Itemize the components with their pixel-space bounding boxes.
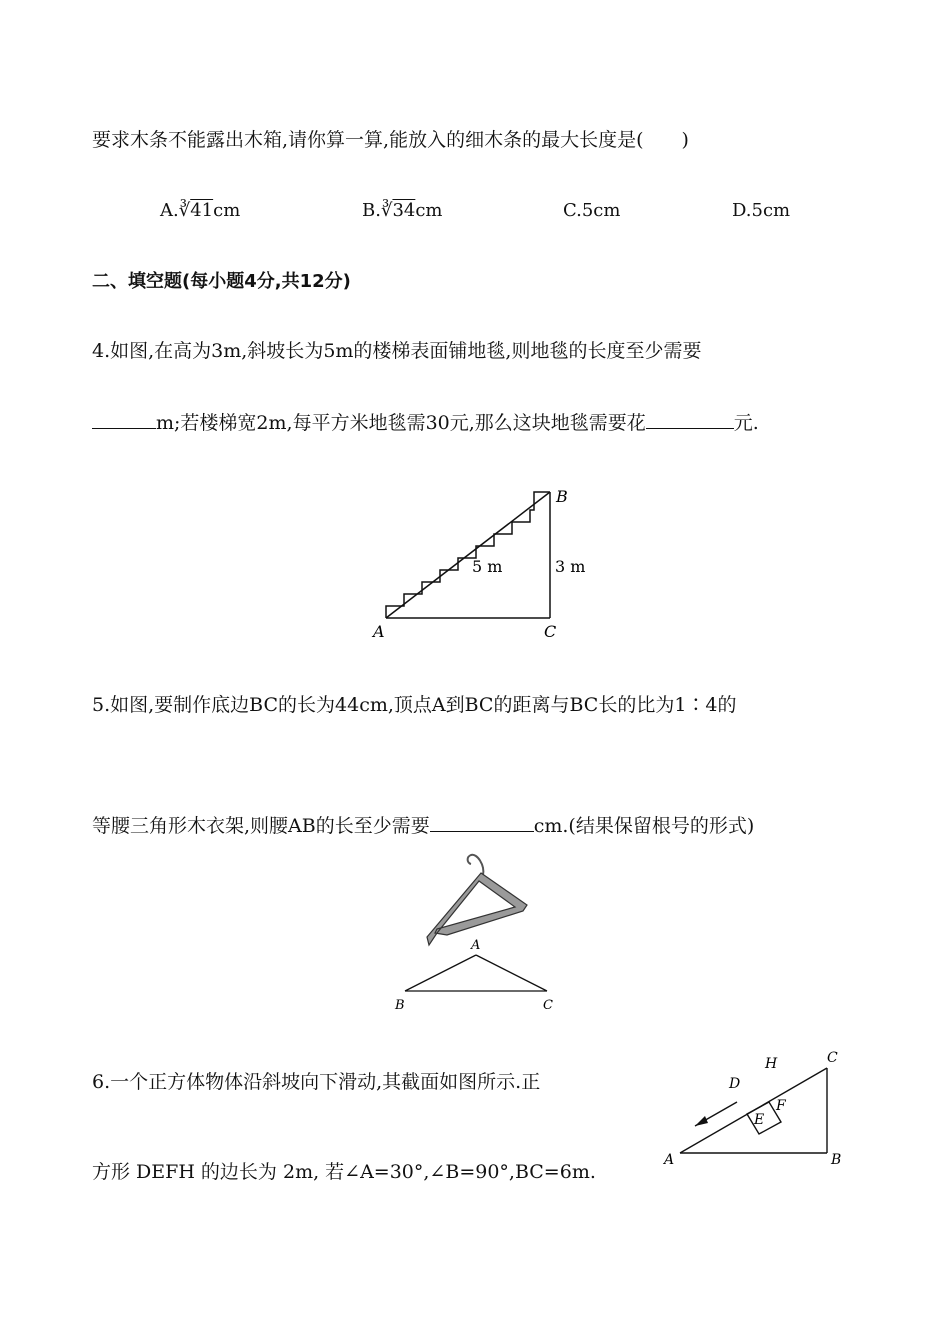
q4-line2-a: m;若楼梯宽2m,每平方米地毯需30元,那么这块地毯需要花 (156, 412, 646, 434)
side-ac (476, 955, 547, 991)
choice-c-value: 5cm (581, 200, 621, 221)
q5-line2-b: cm.(结果保留根号的形式) (533, 815, 755, 837)
vertex-a-label: A (471, 938, 481, 953)
hanger-icon (427, 873, 527, 945)
slope-figure (655, 1040, 855, 1175)
choice-d-value: 5cm (751, 200, 791, 221)
answer-blank[interactable] (92, 410, 156, 429)
vertex-c-label: C (827, 1050, 838, 1066)
q4-line2-b: 元. (733, 412, 759, 434)
q6-line2: 方形 DEFH 的边长为 2m, 若∠A=30°,∠B=90°,BC=6m. (92, 1161, 596, 1183)
slope-ab (386, 492, 550, 618)
hanger-figure (385, 845, 565, 1015)
section-heading: 二、填空题(每小题4分,共12分) (92, 271, 351, 292)
height-label: 3 m (555, 557, 586, 576)
side-ab (405, 955, 476, 991)
vertex-a-label: A (373, 622, 385, 641)
choice-b-unit: cm (415, 200, 443, 221)
vertex-e-label: E (754, 1112, 765, 1128)
q5-line1: 5.如图,要制作底边BC的长为44cm,顶点A到BC的距离与BC长的比为1∶4的 (92, 694, 737, 716)
choice-b-radicand: 34 (392, 200, 416, 221)
radical-icon: ∛ (178, 200, 191, 221)
answer-blank[interactable] (646, 410, 734, 429)
choice-a-label: A. (160, 200, 179, 221)
arrow-head-icon (695, 1116, 708, 1126)
vertex-b-label: B (395, 998, 405, 1013)
radical-icon: ∛ (380, 200, 393, 221)
q4-line2 (92, 410, 759, 435)
vertex-b-label: B (556, 487, 568, 506)
staircase-figure (360, 480, 600, 645)
choice-a-unit: cm (213, 200, 241, 221)
vertex-c-label: C (543, 998, 553, 1013)
q3-choice-b[interactable] (362, 199, 443, 223)
q3-text: 要求木条不能露出木箱,请你算一算,能放入的细木条的最大长度是( ) (92, 129, 689, 151)
vertex-b-label: B (831, 1152, 842, 1168)
q3-choice-d[interactable] (732, 199, 790, 223)
vertex-f-label: F (776, 1098, 786, 1114)
choice-c-label: C. (563, 200, 582, 221)
vertex-c-label: C (544, 622, 557, 641)
q5-line2-a: 等腰三角形木衣架,则腰AB的长至少需要 (92, 815, 430, 837)
q5-line2 (92, 813, 754, 838)
choice-a-radicand: 41 (190, 200, 214, 221)
q6-line1: 6.一个正方体物体沿斜坡向下滑动,其截面如图所示.正 (92, 1071, 541, 1093)
q4-line1: 4.如图,在高为3m,斜坡长为5m的楼梯表面铺地毯,则地毯的长度至少需要 (92, 340, 702, 362)
vertex-a-label: A (664, 1152, 675, 1168)
choice-b-label: B. (362, 200, 381, 221)
q3-choice-a[interactable] (160, 199, 240, 223)
vertex-h-label: H (765, 1056, 778, 1072)
vertex-d-label: D (729, 1076, 741, 1092)
choice-d-label: D. (732, 200, 752, 221)
q3-choice-c[interactable] (563, 199, 620, 223)
hanger-hook-icon (468, 855, 484, 875)
hyp-label: 5 m (472, 557, 503, 576)
answer-blank[interactable] (430, 813, 534, 832)
